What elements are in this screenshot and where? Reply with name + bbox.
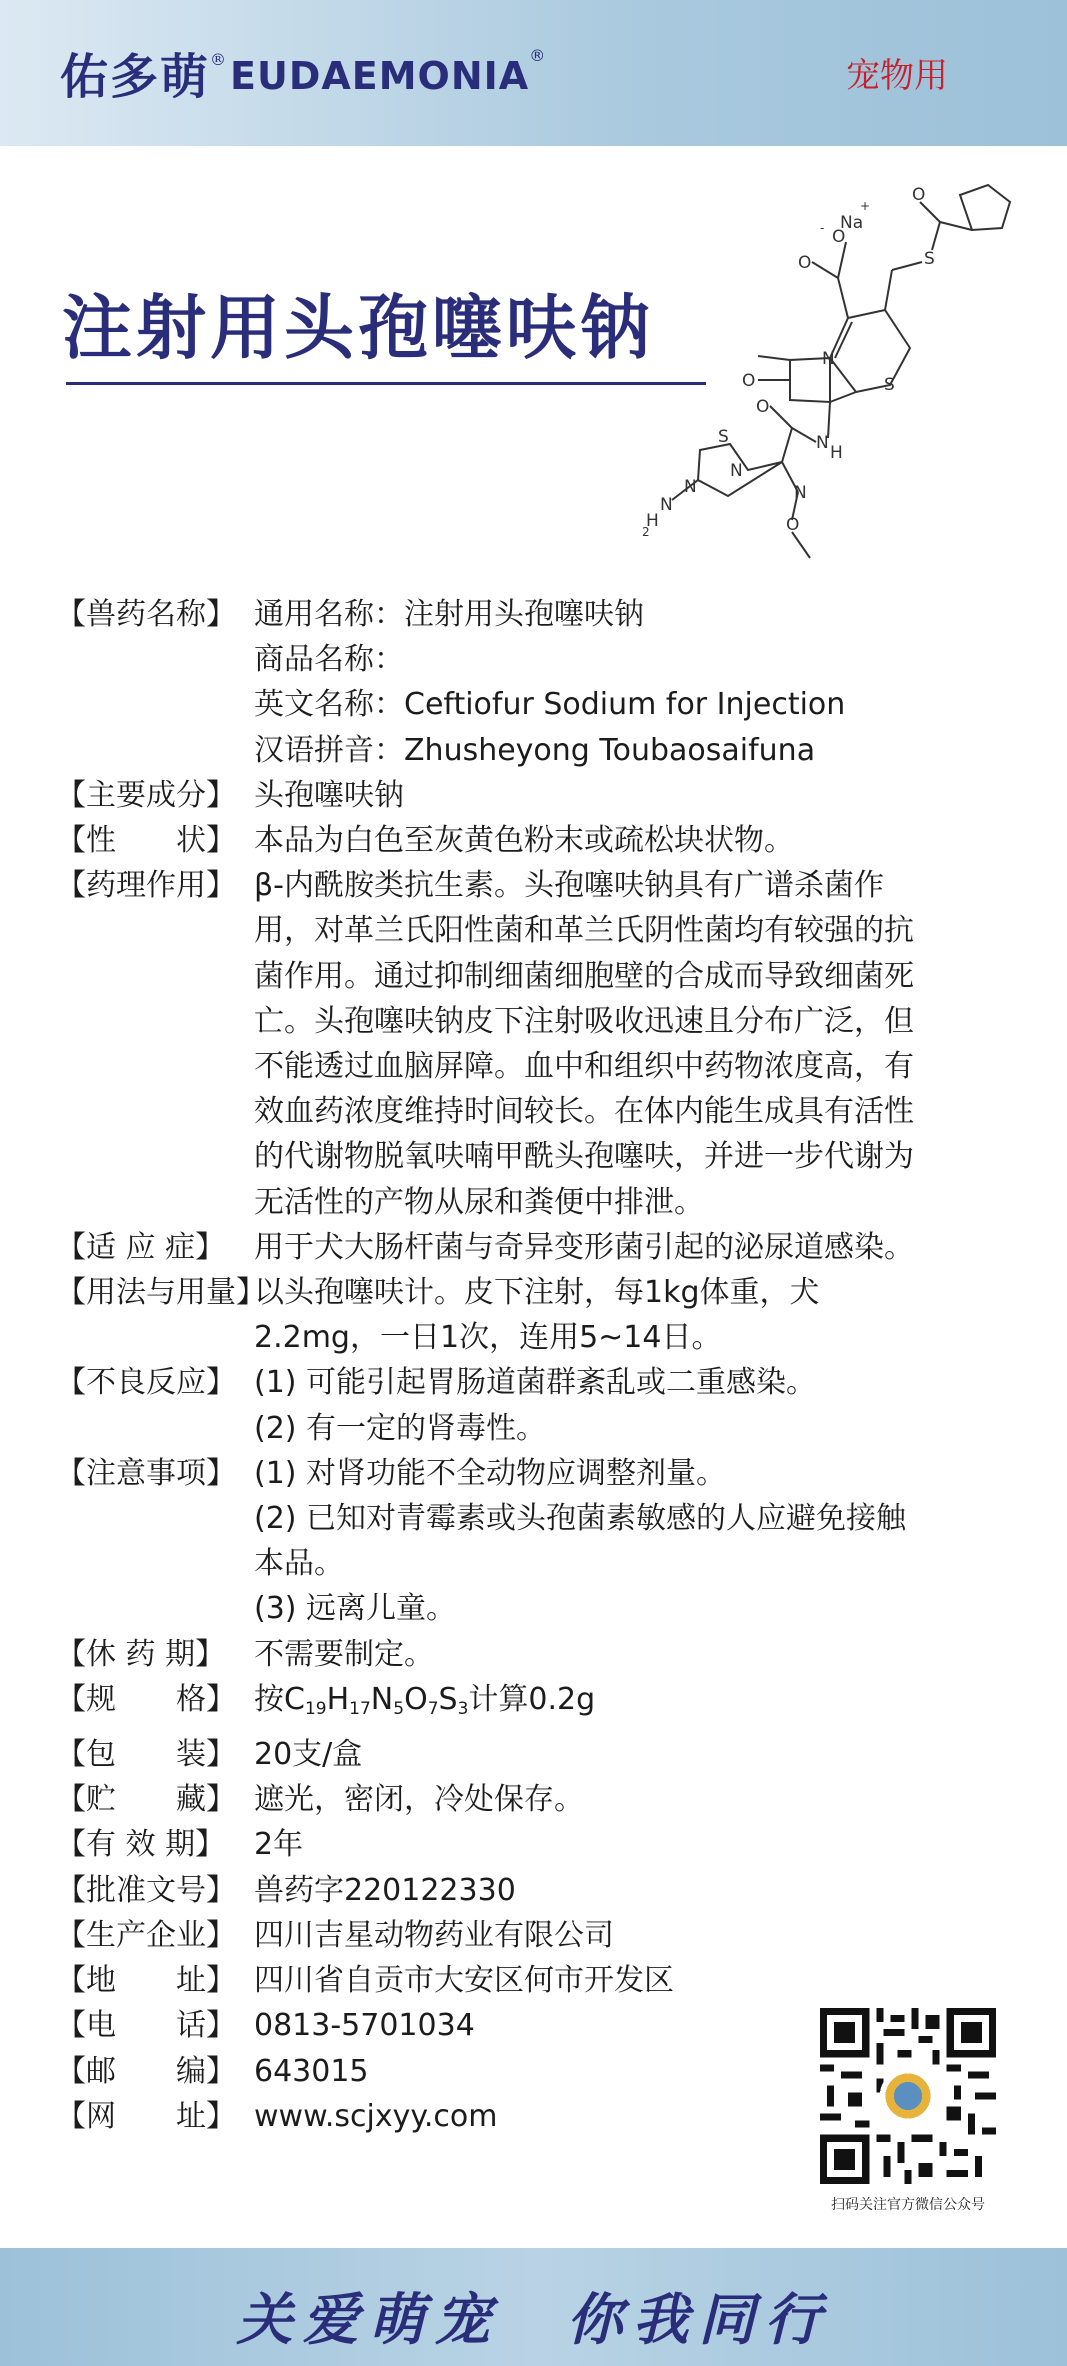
atom-label: O: [912, 185, 926, 205]
info-label: 【包 装】: [56, 1737, 236, 1773]
info-label: 【网 址】: [56, 2098, 236, 2134]
info-value: [254, 1632, 1016, 1677]
info-line: 汉语拼音：Zhusheyong Toubaosaifuna: [254, 732, 816, 768]
info-line: 四川省自贡市大安区何市开发区: [254, 1963, 674, 1999]
atom-label: O: [786, 515, 800, 535]
atom-label: O: [832, 227, 846, 247]
atom-label: N: [822, 349, 835, 369]
info-line: 以头孢噻呋计。皮下注射，每1kg体重，犬: [254, 1275, 820, 1311]
info-value: [254, 863, 1016, 1225]
info-row: [56, 1868, 1016, 1913]
info-value: [254, 1777, 1016, 1822]
info-label: 【兽药名称】: [56, 597, 236, 632]
info-line: β-内酰胺类抗生素。头孢噻呋钠具有广谱杀菌作: [254, 868, 884, 904]
atom-label: 2: [642, 525, 650, 539]
info-line: 用于犬大肠杆菌与奇异变形菌引起的泌尿道感染。: [254, 1229, 914, 1265]
info-row: [56, 1632, 1016, 1677]
atom-label: -: [820, 221, 825, 235]
info-row: [56, 1360, 1016, 1450]
footer-slogan: 关爱萌宠 你我同行: [236, 2287, 831, 2353]
info-value: [254, 1225, 1016, 1270]
info-label: 【规 格】: [56, 1681, 236, 1717]
atom-label: S: [718, 427, 729, 447]
info-line: 兽药字220122330: [254, 1872, 516, 1908]
info-line: 四川吉星动物药业有限公司: [254, 1917, 614, 1953]
info-row: [56, 592, 1016, 773]
info-label: 【邮 编】: [56, 2053, 236, 2089]
header-band: [0, 0, 1067, 146]
info-value: [254, 1913, 1016, 1958]
atom-label: N: [684, 477, 697, 497]
info-label: 【批准文号】: [56, 1872, 236, 1908]
info-label: 【贮 藏】: [56, 1782, 236, 1818]
info-line: (3) 远离儿童。: [254, 1591, 457, 1627]
info-label: 【休 药 期】: [56, 1636, 226, 1672]
info-line: 菌作用。通过抑制细菌细胞壁的合成而导致细菌死: [254, 958, 914, 994]
info-line: 英文名称：Ceftiofur Sodium for Injection: [254, 687, 846, 723]
info-line: (2) 已知对青霉素或头孢菌素敏感的人应避免接触: [254, 1501, 907, 1537]
info-value: [254, 1677, 1016, 1732]
info-row: [56, 863, 1016, 1225]
info-line: 0813-5701034: [254, 2008, 475, 2044]
atom-label: +: [860, 199, 871, 213]
info-label: 【有 效 期】: [56, 1827, 226, 1863]
label-info-section: [56, 592, 1016, 2139]
qr-caption: 扫码关注官方微信公众号: [831, 2197, 985, 2213]
info-row: [56, 1270, 1016, 1360]
info-row: [56, 1777, 1016, 1822]
info-row: [56, 1677, 1016, 1732]
atom-label: N: [660, 495, 673, 515]
info-value: [254, 592, 1016, 773]
info-label: 【不良反应】: [56, 1365, 236, 1401]
info-line: 本品为白色至灰黄色粉末或疏松块状物。: [254, 823, 794, 859]
info-label: 【主要成分】: [56, 777, 236, 813]
info-value: [254, 818, 1016, 863]
info-value: [254, 1868, 1016, 1913]
atom-label: Na: [840, 213, 864, 233]
info-line: 亡。头孢噻呋钠皮下注射吸收迅速且分布广泛，但: [254, 1003, 914, 1039]
atom-label: H: [646, 511, 659, 531]
info-line: 效血药浓度维持时间较长。在体内能生成具有活性: [254, 1094, 914, 1130]
info-line: www.scjxyy.com: [254, 2098, 498, 2134]
info-line: (1) 可能引起胃肠道菌群紊乱或二重感染。: [254, 1365, 817, 1401]
pet-use-badge: 宠物用: [846, 56, 948, 96]
atom-label: O: [798, 253, 812, 273]
atom-label: O: [756, 397, 770, 417]
atom-label: H: [830, 443, 843, 463]
atom-label: N: [816, 433, 829, 453]
info-line: 头孢噻呋钠: [254, 777, 404, 813]
info-value: [254, 1732, 1016, 1777]
info-line: 的代谢物脱氧呋喃甲酰头孢噻呋，并进一步代谢为: [254, 1139, 914, 1175]
info-label: 【生产企业】: [56, 1917, 236, 1953]
atom-label: N: [730, 461, 743, 481]
info-line: 遮光，密闭，冷处保存。: [254, 1782, 584, 1818]
info-value: [254, 1360, 1016, 1450]
info-label: 【电 话】: [56, 2008, 236, 2044]
info-line: 用，对革兰氏阳性菌和革兰氏阴性菌均有较强的抗: [254, 913, 914, 949]
atom-label: S: [924, 249, 935, 269]
info-label: 【药理作用】: [56, 868, 236, 904]
footer-band: [0, 2248, 1067, 2366]
product-title: 注射用头孢噻呋钠: [62, 286, 654, 369]
info-line: (2) 有一定的肾毒性。: [254, 1410, 547, 1446]
info-line: (1) 对肾功能不全动物应调整剂量。: [254, 1455, 727, 1491]
info-row: [56, 1913, 1016, 1958]
info-row: [56, 1225, 1016, 1270]
spec-formula: 按$C_{19}H_{17}N_5O_7S_3$计算0.2g: [254, 1681, 596, 1719]
info-label: 【适 应 症】: [56, 1229, 226, 1265]
info-row: [56, 1958, 1016, 2003]
info-row: [56, 1732, 1016, 1777]
info-line: 不需要制定。: [254, 1636, 434, 1672]
info-line: 通用名称：注射用头孢噻呋钠: [254, 597, 644, 632]
info-line: 商品名称：: [254, 642, 404, 678]
info-value: [254, 1451, 1016, 1632]
info-value: [254, 1958, 1016, 2003]
info-label: 【用法与用量】: [56, 1275, 266, 1311]
info-line: 2年: [254, 1827, 304, 1863]
info-line: 2.2mg，一日1次，连用5~14日。: [254, 1320, 722, 1356]
chemical-structure-diagram: [620, 180, 1060, 590]
qr-code: [820, 2008, 996, 2184]
info-line: 本品。: [254, 1546, 344, 1582]
info-label: 【注意事项】: [56, 1455, 236, 1491]
info-value: [254, 773, 1016, 818]
info-label: 【地 址】: [56, 1963, 236, 1999]
info-label: 【性 状】: [56, 823, 236, 859]
atom-label: N: [794, 483, 807, 503]
atom-label: S: [884, 375, 895, 395]
info-line: 不能透过血脑屏障。血中和组织中药物浓度高，有: [254, 1049, 914, 1085]
info-row: [56, 1451, 1016, 1632]
info-row: [56, 773, 1016, 818]
atom-label: O: [742, 371, 756, 391]
info-value: [254, 1822, 1016, 1867]
title-underline: [66, 382, 706, 385]
brand-logo-en: EUDAEMONIA®: [230, 46, 547, 98]
info-value: [254, 1270, 1016, 1360]
info-row: [56, 1822, 1016, 1867]
info-line: 无活性的产物从尿和粪便中排泄。: [254, 1184, 704, 1220]
info-line: 20支/盒: [254, 1737, 363, 1773]
info-row: [56, 818, 1016, 863]
brand-logo-cn: 佑多萌®: [60, 49, 229, 105]
info-line: 643015: [254, 2053, 369, 2089]
